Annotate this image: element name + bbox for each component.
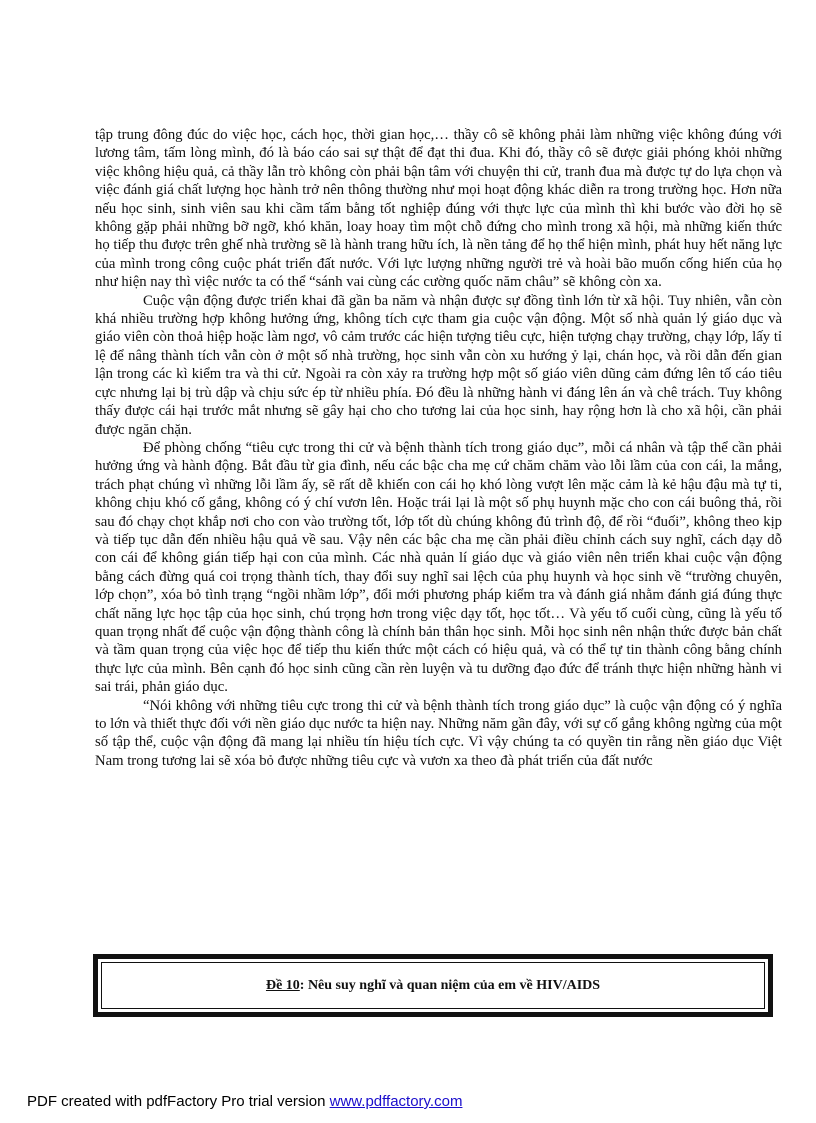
document-body — [95, 126, 782, 770]
footer-text: PDF created with pdfFactory Pro trial version — [27, 1093, 330, 1110]
paragraph-3: Để phòng chống “tiêu cực trong thi cử và bệnh thành tích trong giáo dục”, mỗi cá nhân và tập thể cần phải hưởng ứng và hành động. Bắt đầu từ gia đình, nếu các bậc cha mẹ cứ chăm chăm vào lỗi lầm của con cái, la mắng, trách phạt chúng vì những lỗi lầm ấy, sẽ rất dễ khiến con cái họ khó lòng vượt lên mặc cảm là kẻ hậu đậu mà tự ti, không chịu khó cố gắng, không có ý chí vươn lên. Hoặc trái lại là một số phụ huynh mặc cho con cái buông thả, rồi sau đó chạy chọt khắp nơi cho con vào trường tốt, lớp tốt dù chúng không đủ trình độ, để rồi “đuối”, không theo kịp và tiếp tục dẫn đến nhiều hậu quả về sau. Vậy nên các bậc cha mẹ cần phải điều chỉnh cách suy nghĩ, cách dạy dỗ con cái để không gián tiếp hại con của mình. Các nhà quản lí giáo dục và giáo viên nên triển khai cuộc vận động bằng cách đừng quá coi trọng thành tích, thay đổi suy nghĩ sai lệch của phụ huynh và học sinh về “trường chuyên, lớp chọn”, xóa bỏ tình trạng “ngồi nhầm lớp”, đổi mới phương pháp kiểm tra và đánh giá nhằm đánh giá đúng thực chất năng lực học tập của học sinh, chú trọng hơn trong việc dạy tốt, học tốt… Và yếu tố cuối cùng, cũng là yếu tố quan trọng nhất để cuộc vận động thành công là chính bản thân học sinh. Mỗi học sinh nên nhận thức được bản chất và tầm quan trọng của việc học để tiếp thu kiến thức một cách có hiệu quả, và có thể tự tin thành công bằng chính thực lực của mình. Bên cạnh đó học sinh cũng cần rèn luyện và tu dưỡng đạo đức để tránh thực hiện những hành vi sai trái, phản giáo dục. — [95, 439, 782, 696]
pdf-footer — [27, 1093, 462, 1110]
topic-box — [93, 954, 773, 1017]
topic-text: : Nêu suy nghĩ và quan niệm của em về HIV/AIDS — [299, 977, 601, 993]
paragraph-2: Cuộc vận động được triển khai đã gần ba năm và nhận được sự đồng tình lớn từ xã hội. Tuy nhiên, vẫn còn khá nhiều trường hợp không hưởng ứng, không tích cực tham gia cuộc vận động. Một số nhà quản lý giáo dục và giáo viên còn thoả hiệp hoặc làm ngơ, vô cảm trước các hiện tượng tiêu cực, hiện tượng chạy trường, chạy lớp, lấy tỉ lệ để nâng thành tích vẫn còn ở một số nhà trường, học sinh vẫn còn xu hướng ỷ lại, chán học, và rồi dẫn đến gian lận trong các kì kiểm tra và thi cử. Ngoài ra còn xảy ra trường hợp một số giáo viên dũng cảm đứng lên tố cáo tiêu cực nhưng lại bị trù dập và chịu sức ép từ nhiều phía. Đó đều là những hành vi đáng lên án và chê trách. Tuy không thấy được cái hại trước mắt nhưng sẽ gây hại cho cho tương lai của học sinh, hay rộng hơn là cho xã hội, cần phải được ngăn chặn. — [95, 292, 782, 438]
topic-heading — [101, 962, 765, 1009]
paragraph-1: tập trung đông đúc do việc học, cách học, thời gian học,… thầy cô sẽ không phải làm những việc không đúng với lương tâm, tấm lòng mình, đó là báo cáo sai sự thật để đạt thi đua. Khi đó, thầy cô sẽ được giải phóng khỏi những việc không hiệu quả, cả thầy lẫn trò không còn phải bận tâm với chuyện thi cử, tranh đua mà được tự do lựa chọn và việc đánh giá chất lượng học hành trở nên thông thường như mọi hoạt động khác diễn ra trong trường học. Hơn nữa nếu học sinh, sinh viên sau khi cầm tấm bằng tốt nghiệp đúng với thực lực của mình thì khi bước vào đời họ sẽ không gặp phải những bỡ ngỡ, khó khăn, loay hoay tìm một chỗ đứng cho mình trong xã hội, mà những kiến thức họ tiếp thu được trên ghế nhà trường sẽ là hành trang hữu ích, là nền tảng để họ thể hiện mình, phát huy hết năng lực của mình trong công cuộc phát triển đất nước. Với lực lượng những người trẻ và hoài bão muốn cống hiến của họ như hiện nay thì việc nước ta có thể “sánh vai cùng các cường quốc năm châu” sẽ không còn xa. — [95, 127, 782, 291]
paragraph-4: “Nói không với những tiêu cực trong thi cử và bệnh thành tích trong giáo dục” là cuộc vận động có ý nghĩa to lớn và thiết thực đối với nền giáo dục nước ta hiện nay. Những năm gần đây, với sự cố gắng không ngừng của một số tập thể, cuộc vận động đã mang lại nhiều tín hiệu tích cực. Vì vậy chúng ta có quyền tin rằng nền giáo dục Việt Nam trong tương lai sẽ xóa bỏ được những tiêu cực và vươn xa theo đà phát triển của đất nước — [95, 697, 782, 769]
topic-label: Đề 10 — [265, 977, 300, 993]
footer-link[interactable]: www.pdffactory.com — [329, 1093, 463, 1110]
